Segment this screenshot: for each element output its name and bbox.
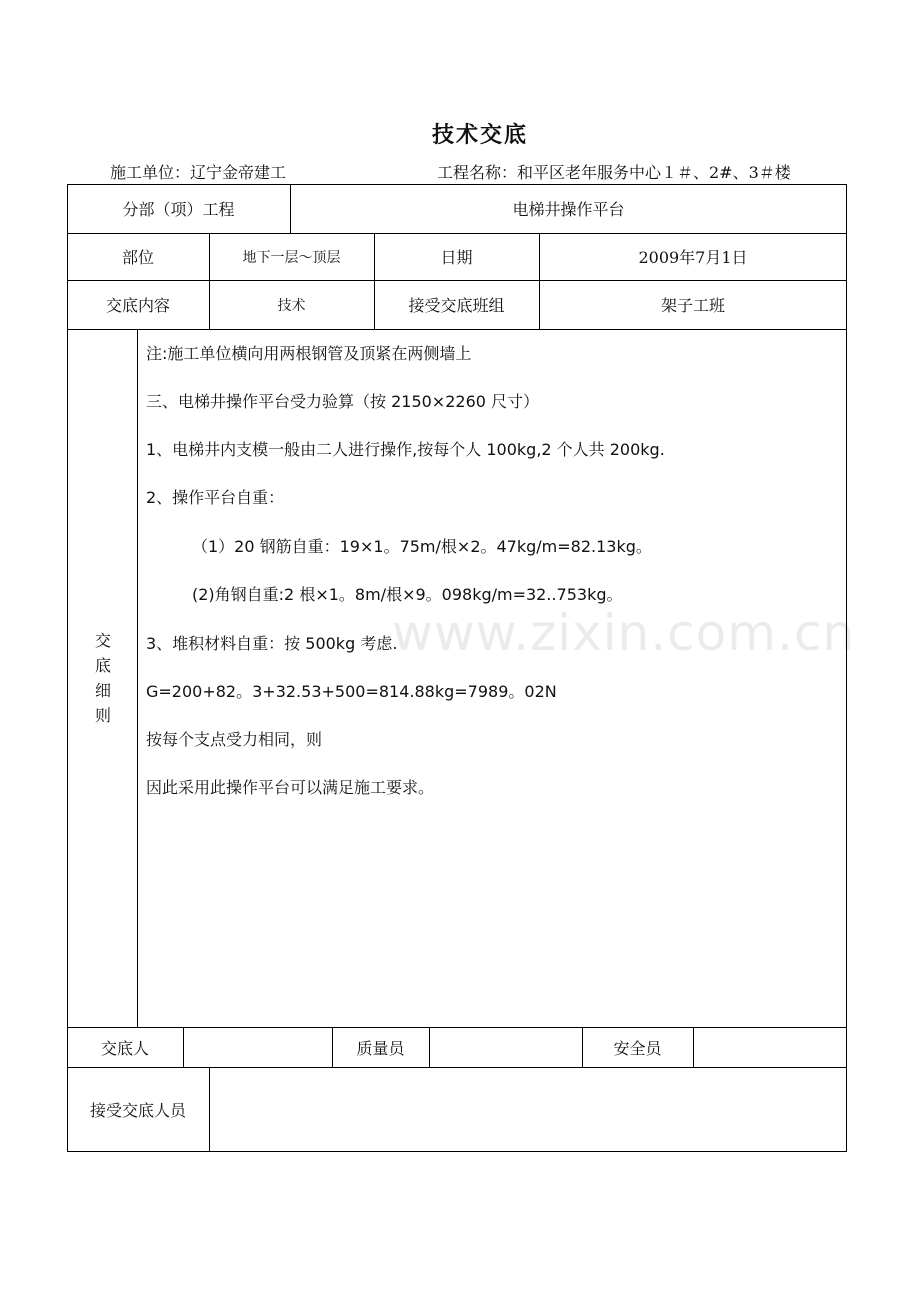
date-label: 日期 bbox=[440, 248, 473, 267]
content-label: 交底内容 bbox=[105, 296, 170, 315]
detail-line: 3、堆积材料自重：按 500kg 考虑. bbox=[146, 634, 398, 653]
quality-value[interactable] bbox=[429, 1027, 582, 1067]
quality-label: 质量员 bbox=[356, 1038, 405, 1058]
location-value: 地下一层～顶层 bbox=[242, 249, 341, 266]
receiver-label: 接受交底人员 bbox=[89, 1101, 186, 1120]
detail-line: （1）20 钢筋自重：19×1。75m/根×2。47kg/m=82.13kg。 bbox=[192, 537, 652, 556]
watermark: www.zixin.com.cn bbox=[392, 604, 856, 662]
detail-line: 因此采用此操作平台可以满足施工要求。 bbox=[146, 778, 435, 797]
location-label: 部位 bbox=[121, 248, 154, 267]
detail-line: 1、电梯井内支模一般由二人进行操作,按每个人 100kg,2 个人共 200kg. bbox=[146, 440, 665, 459]
sub-project-value: 电梯井操作平台 bbox=[512, 200, 625, 219]
document-title: 技术交底 bbox=[431, 122, 528, 148]
details-label: 交 底 细 则 bbox=[94, 631, 111, 725]
detail-line: 2、操作平台自重： bbox=[146, 488, 285, 507]
sub-project-label: 分部（项）工程 bbox=[122, 200, 235, 219]
construction-unit: 施工单位：辽宁金帝建工 bbox=[110, 163, 287, 182]
discloser-value[interactable] bbox=[183, 1027, 332, 1067]
detail-line: (2)角钢自重:2 根×1。8m/根×9。098kg/m=32..753kg。 bbox=[192, 585, 623, 604]
detail-line: 注:施工单位横向用两根钢管及顶紧在两侧墙上 bbox=[146, 344, 472, 363]
safety-label: 安全员 bbox=[613, 1038, 662, 1058]
receiver-value[interactable] bbox=[209, 1067, 847, 1152]
project-name: 工程名称：和平区老年服务中心１＃、2#、3＃楼 bbox=[437, 163, 791, 182]
discloser-label: 交底人 bbox=[100, 1038, 149, 1058]
team-value: 架子工班 bbox=[660, 296, 725, 315]
content-value: 技术 bbox=[277, 297, 306, 314]
date-value: 2009年7月1日 bbox=[638, 248, 748, 267]
detail-line: 按每个支点受力相同，则 bbox=[146, 730, 323, 749]
detail-line: G=200+82。3+32.53+500=814.88kg=7989。02N bbox=[146, 682, 557, 701]
team-label: 接受交底班组 bbox=[408, 296, 505, 315]
detail-line: 三、电梯井操作平台受力验算（按 2150×2260 尺寸） bbox=[146, 392, 540, 411]
safety-value[interactable] bbox=[693, 1027, 847, 1067]
